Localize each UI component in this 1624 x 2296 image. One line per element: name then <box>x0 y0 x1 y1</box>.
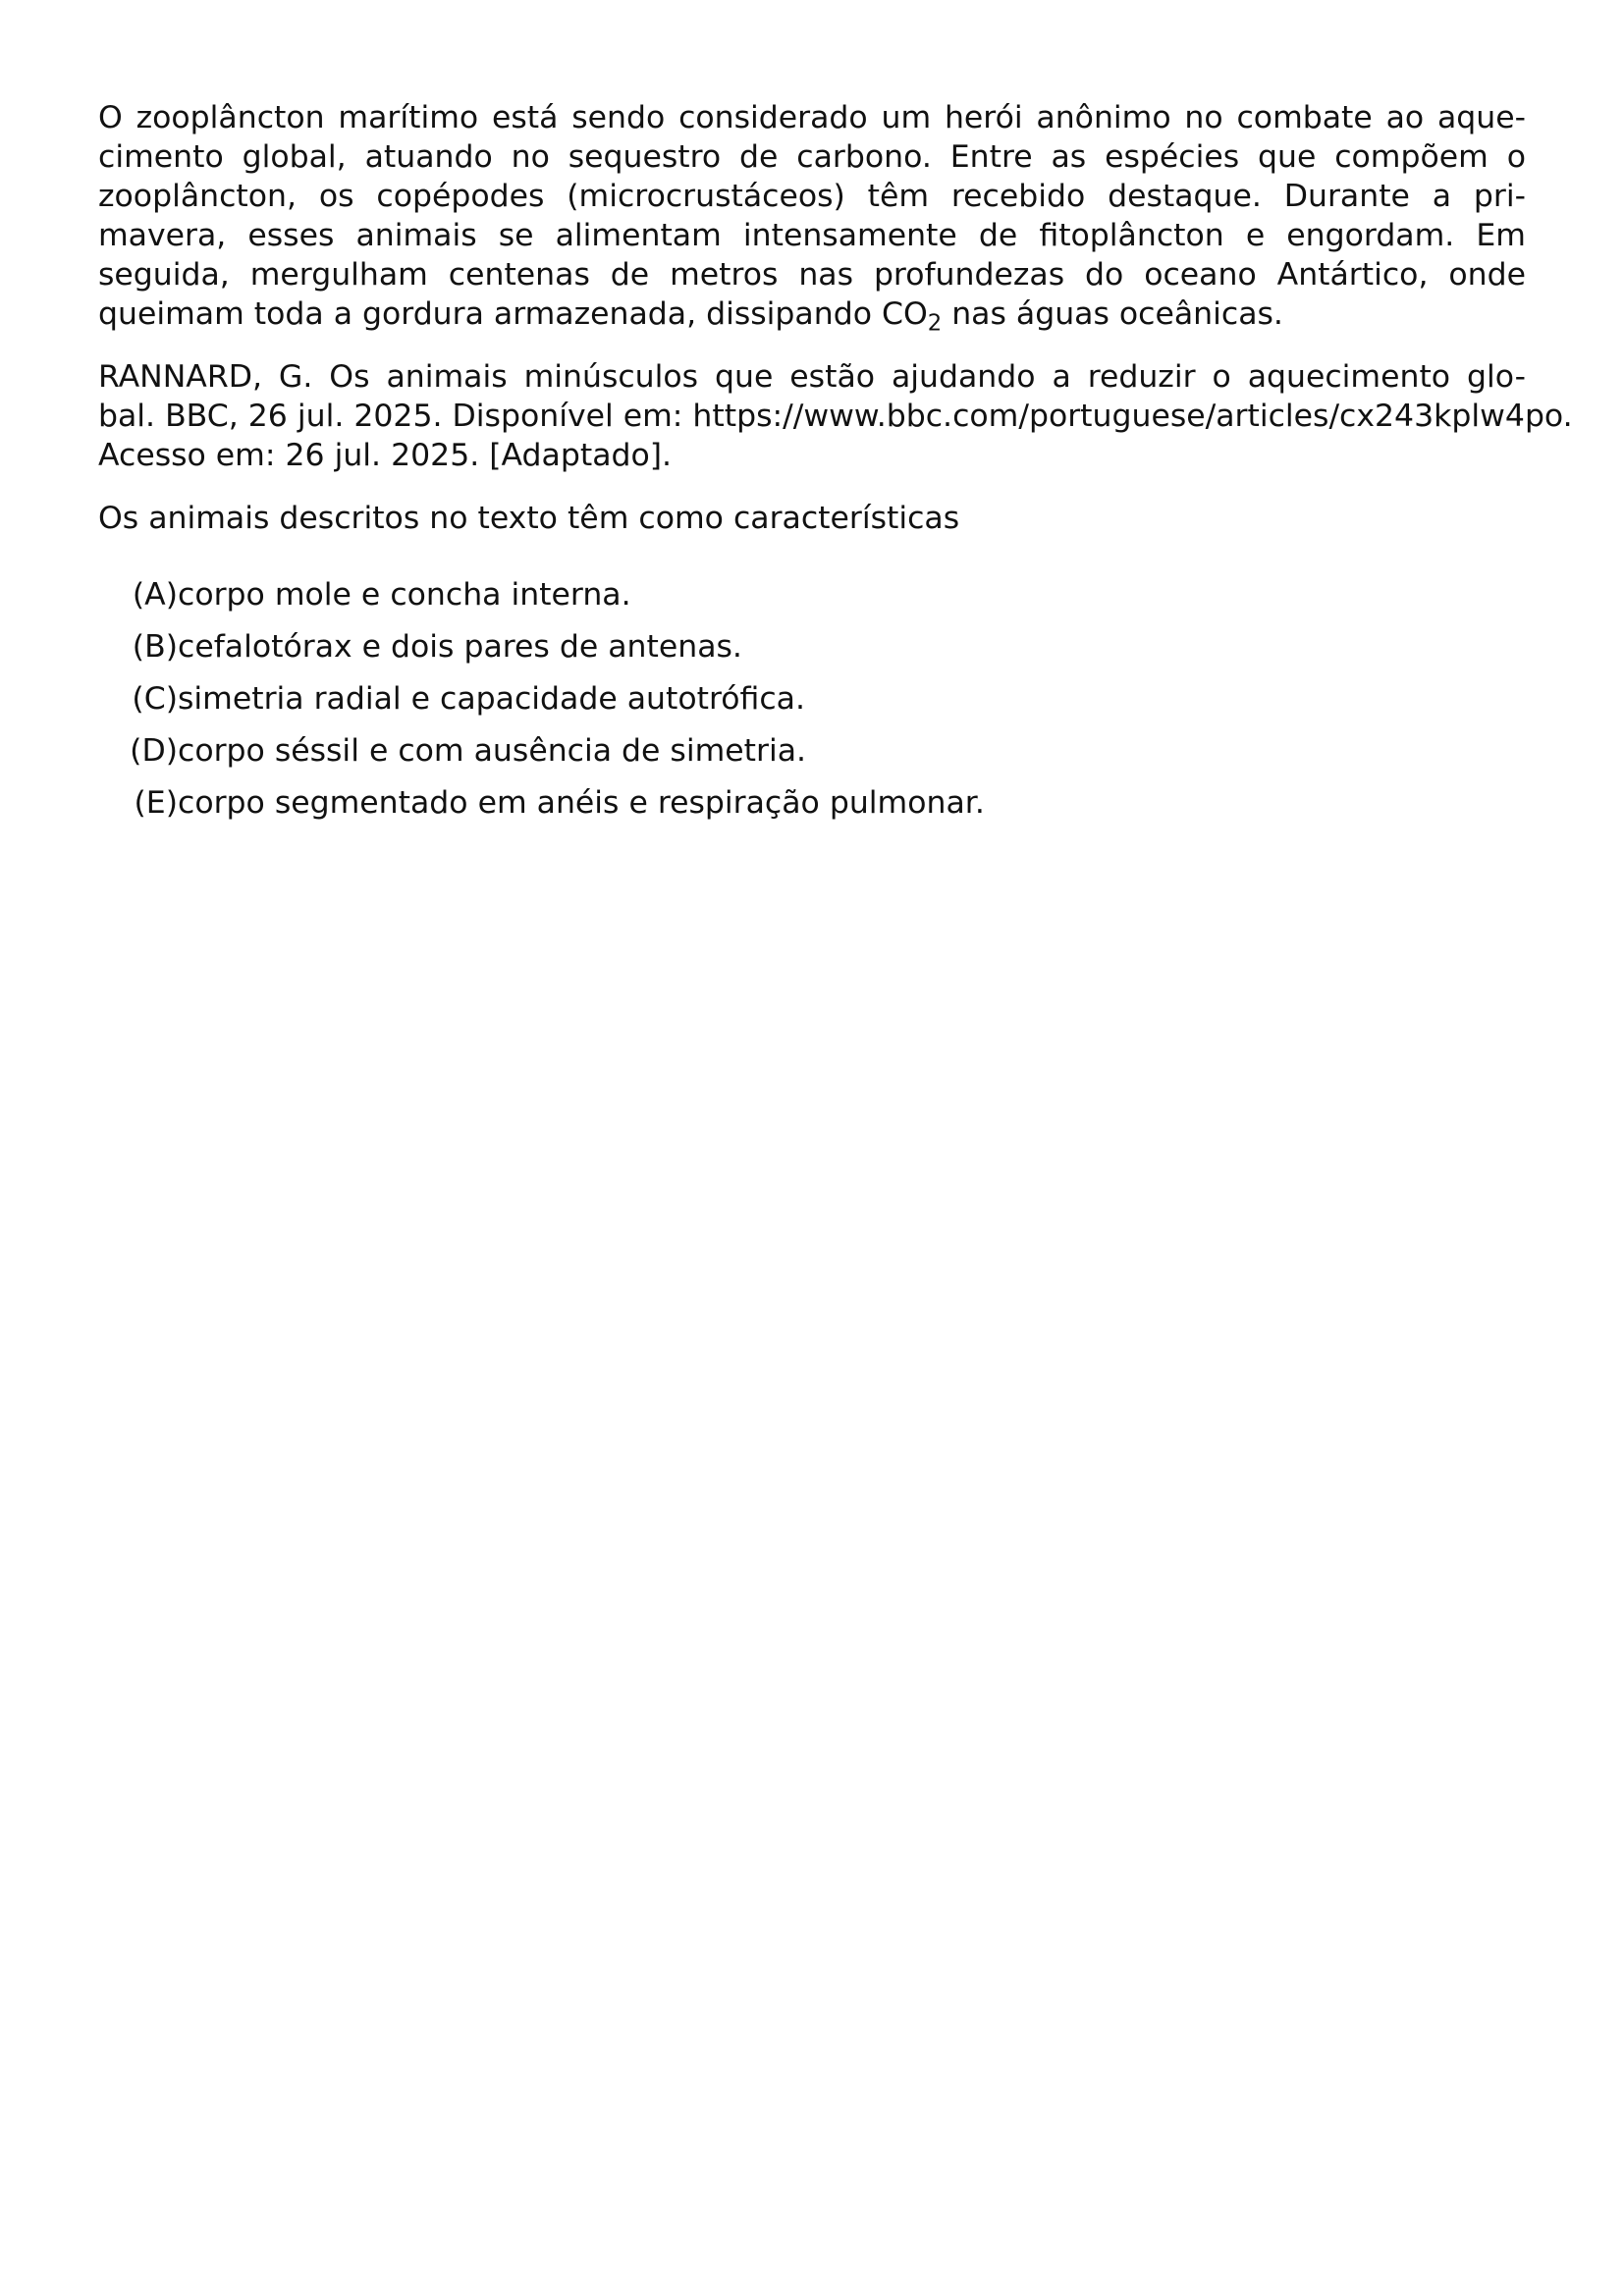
option-a[interactable] <box>98 575 1526 627</box>
passage-line: O zooplâncton marítimo está sendo considerado um herói anônimo no combate ao aque- <box>98 100 1526 135</box>
option-letter: (D) <box>130 733 178 769</box>
passage-line: cimento global, atuando no sequestro de carbono. Entre as espécies que compõem o <box>98 139 1526 175</box>
citation-line: RANNARD, G. Os animais minúsculos que estão ajudando a reduzir o aquecimento glo- <box>98 359 1526 395</box>
answer-options <box>98 575 1526 835</box>
option-b[interactable] <box>98 627 1526 679</box>
citation-line-url: bal. BBC, 26 jul. 2025. Disponível em: https://www.bbc.com/portuguese/articles/cx243kplw4po. <box>98 399 1573 434</box>
citation-line: Acesso em: 26 jul. 2025. [Adaptado]. <box>98 438 673 473</box>
passage-line: seguida, mergulham centenas de metros nas profundezas do oceano Antártico, onde <box>98 257 1526 293</box>
option-letter: (C) <box>132 681 178 717</box>
exam-question <box>98 98 1573 867</box>
passage-last-line-end: nas águas oceânicas. <box>942 296 1283 332</box>
question-stem: Os animais descritos no texto têm como características <box>98 501 960 536</box>
option-text: corpo segmentado em anéis e respiração pulmonar. <box>178 785 985 821</box>
passage-line: zooplâncton, os copépodes (microcrustáceos) têm recebido destaque. Durante a pri- <box>98 179 1526 214</box>
passage-paragraph <box>98 98 1526 337</box>
option-letter: (B) <box>132 629 178 665</box>
option-d[interactable] <box>98 731 1526 783</box>
passage-last-line <box>98 294 1526 337</box>
option-text: corpo mole e concha interna. <box>178 577 631 613</box>
passage-last-line-text: queimam toda a gordura armazenada, dissipando CO <box>98 296 928 332</box>
passage-line: mavera, esses animais se alimentam intensamente de fitoplâncton e engordam. Em <box>98 218 1526 253</box>
source-citation <box>98 357 1573 475</box>
option-text: simetria radial e capacidade autotrófica. <box>178 681 805 717</box>
option-text: corpo séssil e com ausência de simetria. <box>178 733 807 769</box>
option-letter: (A) <box>132 577 178 613</box>
option-c[interactable] <box>98 679 1526 731</box>
option-e[interactable] <box>98 783 1526 835</box>
option-text: cefalotórax e dois pares de antenas. <box>178 629 742 665</box>
option-letter: (E) <box>134 785 178 821</box>
subscript-two: 2 <box>927 310 943 337</box>
